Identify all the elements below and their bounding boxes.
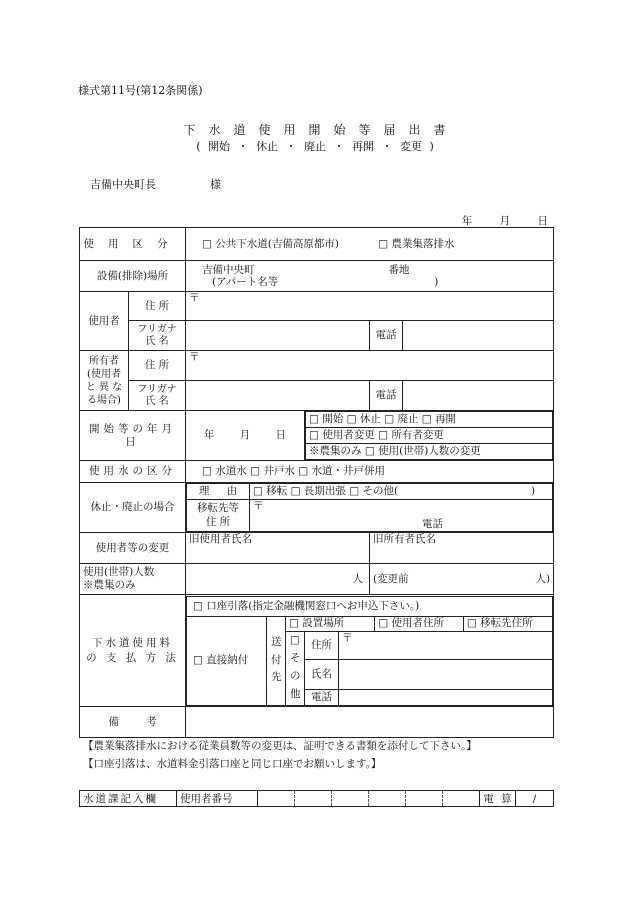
- owner-address-field[interactable]: [186, 351, 554, 381]
- user-number-digit[interactable]: [443, 791, 480, 807]
- water-class-options[interactable]: □ 水道水 □ 井戸水 □ 水道・井戸併用: [186, 461, 554, 483]
- send-address-field[interactable]: [339, 631, 553, 659]
- old-user-label: 旧使用者氏名: [189, 533, 252, 545]
- application-table: [79, 227, 554, 738]
- usage-class-options[interactable]: [186, 228, 554, 261]
- start-date-field[interactable]: 年 月 日: [186, 411, 305, 461]
- owner-label-line: と 異 な: [85, 381, 123, 393]
- send-to-options: [286, 616, 553, 631]
- postal-mark: 〒: [342, 631, 353, 644]
- other-option-text[interactable]: □その他: [290, 634, 301, 700]
- persons-unit: 人: [352, 572, 363, 585]
- send-address-label: 住所: [305, 631, 339, 659]
- send-phone-field[interactable]: [339, 689, 553, 705]
- old-owner-label: 旧所有者氏名: [373, 533, 436, 545]
- option-rural-drainage[interactable]: □ 農業集落排水: [378, 237, 455, 250]
- reason-option-list[interactable]: □ 移転 □ 長期出張 □ その他(: [253, 485, 399, 498]
- move-to-label: [187, 500, 250, 532]
- suspend-fields: [186, 483, 554, 533]
- remarks-label: 備 考: [80, 707, 186, 738]
- move-to-label-line: 住 所: [205, 515, 231, 528]
- facility-label: 設備(排除)場所: [80, 261, 186, 292]
- change-type-row[interactable]: □ 使用者変更 □ 所有者変更: [306, 428, 553, 444]
- postal-mark: 〒: [189, 351, 200, 363]
- user-change-label: 使用者等の変更: [80, 533, 186, 564]
- owner-phone-label: 電話: [370, 381, 403, 411]
- facility-apartment-close: ): [434, 276, 439, 288]
- start-type-options: [305, 411, 554, 461]
- office-use-label: 水道課記入欄: [80, 791, 177, 807]
- postal-mark: 〒: [189, 292, 200, 304]
- persons-label-line: ※農集のみ: [83, 579, 136, 591]
- furigana-label: フリガナ: [137, 384, 177, 395]
- form-title: 下水道使用開始等届出書: [183, 123, 459, 137]
- persons-label-line: 使用(世帯)人数: [83, 565, 155, 578]
- move-to-address-field[interactable]: [250, 500, 553, 532]
- note-account-transfer: 【口座引落は、水道料金引落口座と同じ口座でお願いします。】: [83, 758, 382, 770]
- payment-label-line: 下水道使用料: [92, 636, 173, 649]
- start-type-row[interactable]: □ 開始 □ 休止 □ 廃止 □ 再開: [306, 412, 553, 428]
- calc-slash: /: [516, 791, 554, 807]
- user-number-digit[interactable]: [406, 791, 443, 807]
- reason-close: ): [530, 485, 536, 498]
- user-label: 使用者: [80, 292, 129, 351]
- move-to-phone-label: 電話: [422, 517, 443, 530]
- usage-class-label: 使用区分: [80, 228, 186, 261]
- owner-address-label: 住 所: [129, 351, 186, 381]
- addressee-name: 吉備中央町長: [90, 178, 156, 191]
- user-number-label: 使用者番号: [177, 791, 258, 807]
- user-phone-label: 電話: [370, 321, 403, 351]
- facility-apartment: (アパート名等: [212, 276, 279, 288]
- persons-label: [80, 564, 186, 595]
- user-number-digit[interactable]: [332, 791, 369, 807]
- remarks-field[interactable]: [186, 707, 554, 738]
- send-to-label: [267, 616, 286, 705]
- persons-before-unit: 人): [535, 572, 551, 585]
- reason-label: 理 由: [187, 484, 250, 500]
- persons-before-label: (変更前: [373, 572, 409, 585]
- persons-before-field[interactable]: [370, 564, 554, 595]
- option-user-address[interactable]: □ 使用者住所: [375, 617, 464, 631]
- other-option[interactable]: [286, 631, 305, 705]
- persons-change-row[interactable]: ※農集のみ □ 使用(世帯)人数の変更: [306, 444, 553, 460]
- send-name-field[interactable]: [339, 659, 553, 689]
- user-number-digit[interactable]: [369, 791, 406, 807]
- move-to-label-line: 移転先等: [197, 501, 239, 514]
- user-name-field[interactable]: [186, 321, 370, 351]
- user-address-field[interactable]: [186, 292, 554, 321]
- facility-location-field[interactable]: [186, 261, 554, 292]
- start-date-label: 開始等の年月日: [80, 411, 186, 461]
- send-to-text: 送付先: [271, 635, 282, 684]
- furigana-label: フリガナ: [137, 324, 177, 335]
- user-phone-field[interactable]: [403, 321, 554, 351]
- persons-count-field[interactable]: [186, 564, 370, 595]
- addressee: [90, 176, 221, 192]
- facility-town: 吉備中央町: [202, 263, 255, 276]
- user-address-label: 住 所: [129, 292, 186, 321]
- name-label: 氏 名: [145, 335, 169, 347]
- calc-label: 電 算: [480, 791, 516, 807]
- owner-name-label: [129, 381, 186, 411]
- reason-options[interactable]: [250, 484, 553, 500]
- owner-phone-field[interactable]: [403, 381, 554, 411]
- owner-label: [80, 351, 129, 411]
- old-owner-name-field[interactable]: [370, 533, 554, 564]
- send-phone-label: 電話: [305, 689, 339, 705]
- payment-fields: [186, 595, 554, 707]
- owner-label-line: 所有者: [89, 355, 119, 367]
- user-name-label: [129, 321, 186, 351]
- direct-payment-option[interactable]: □ 直接納付: [187, 616, 267, 705]
- postal-mark: 〒: [253, 500, 264, 512]
- facility-banchi: 番地: [388, 263, 410, 276]
- payment-method-label: [80, 595, 186, 707]
- addressee-honorific: 様: [210, 178, 221, 191]
- form-number: 様式第11号(第12条関係): [78, 84, 203, 97]
- owner-name-field[interactable]: [186, 381, 370, 411]
- owner-label-line: (使用者: [87, 368, 121, 380]
- office-use-row: [79, 790, 554, 807]
- old-user-name-field[interactable]: [186, 533, 370, 564]
- note-rural-drainage: 【農業集落排水における従業員数等の変更は、証明できる書類を添付して下さい。】: [83, 740, 477, 752]
- suspend-label: 休止・廃止の場合: [80, 483, 186, 533]
- option-move-address[interactable]: □ 移転先住所: [463, 617, 552, 631]
- send-name-label: 氏名: [305, 659, 339, 689]
- name-label: 氏 名: [145, 395, 169, 407]
- option-install-place[interactable]: □ 設置場所: [286, 617, 375, 631]
- user-number-digit[interactable]: [295, 791, 332, 807]
- water-class-label: 使用水の区分: [80, 461, 186, 483]
- form-subtitle: ( 開始 ・ 休止 ・ 廃止 ・ 再開 ・ 変更 ): [196, 140, 434, 153]
- owner-label-line: る場合): [87, 394, 121, 406]
- option-public-sewer[interactable]: □ 公共下水道(吉備高原都市): [202, 237, 339, 250]
- account-transfer-option[interactable]: □ 口座引落(指定金融機関窓口へお申込下さい。): [187, 596, 553, 616]
- user-number-digit[interactable]: [258, 791, 295, 807]
- submission-date[interactable]: 年 月 日: [461, 215, 548, 227]
- payment-label-line: の 支 払 方 法: [86, 651, 179, 664]
